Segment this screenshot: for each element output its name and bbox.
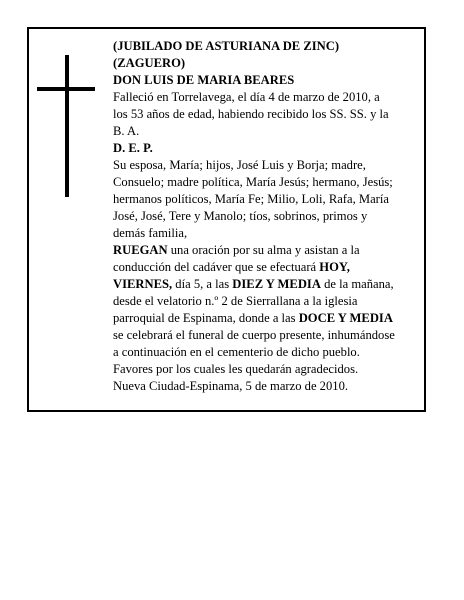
request-line xyxy=(113,276,421,293)
request-line xyxy=(113,242,421,259)
closing-line: Favores por los cuales les quedarán agradecidos. xyxy=(113,362,359,376)
notice-text xyxy=(113,38,421,395)
request-text: día 5, a las xyxy=(172,277,233,291)
request-keyword: RUEGAN xyxy=(113,243,168,257)
request-line: se celebrará el funeral de cuerpo presente, inhumándose xyxy=(113,328,395,342)
death-line: los 53 años de edad, habiendo recibido los SS. SS. y la xyxy=(113,107,389,121)
request-text: conducción del cadáver que se efectuará xyxy=(113,260,320,274)
cross-icon xyxy=(37,55,95,197)
closing-line: Nueva Ciudad-Espinama, 5 de marzo de 2010. xyxy=(113,379,349,393)
request-text: de la mañana, xyxy=(320,277,394,291)
request-line xyxy=(113,310,421,327)
request-line xyxy=(113,259,421,276)
death-line: B. A. xyxy=(113,124,140,138)
cross-horizontal-bar xyxy=(37,87,95,91)
request-keyword: HOY, xyxy=(319,260,350,274)
request-line: desde el velatorio n.º 2 de Sierrallana a la iglesia xyxy=(113,294,358,308)
header-line: (ZAGUERO) xyxy=(113,56,186,70)
request-keyword: VIERNES, xyxy=(113,277,173,291)
family-line: Su esposa, María; hijos, José Luis y Borja; madre, xyxy=(113,158,366,172)
request-keyword: DOCE Y MEDIA xyxy=(298,311,393,325)
cross-vertical-bar xyxy=(65,55,69,197)
dep-line: D. E. P. xyxy=(113,141,153,155)
header-line: (JUBILADO DE ASTURIANA DE ZINC) xyxy=(113,39,340,53)
request-line: a continuación en el cementerio de dicho pueblo. xyxy=(113,345,360,359)
family-line: hermanos políticos, María Fe; Milio, Loli, Rafa, María xyxy=(113,192,389,206)
request-text: parroquial de Espinama, donde a las xyxy=(113,311,299,325)
deceased-name: DON LUIS DE MARIA BEARES xyxy=(113,73,295,87)
family-line: José, José, Tere y Manolo; tíos, sobrinos, primos y xyxy=(113,209,368,223)
request-keyword: DIEZ Y MEDIA xyxy=(232,277,321,291)
family-line: demás familia, xyxy=(113,226,188,240)
request-text: una oración por su alma y asistan a la xyxy=(167,243,360,257)
death-line: Falleció en Torrelavega, el día 4 de marzo de 2010, a xyxy=(113,90,380,104)
family-line: Consuelo; madre política, María Jesús; hermano, Jesús; xyxy=(113,175,393,189)
